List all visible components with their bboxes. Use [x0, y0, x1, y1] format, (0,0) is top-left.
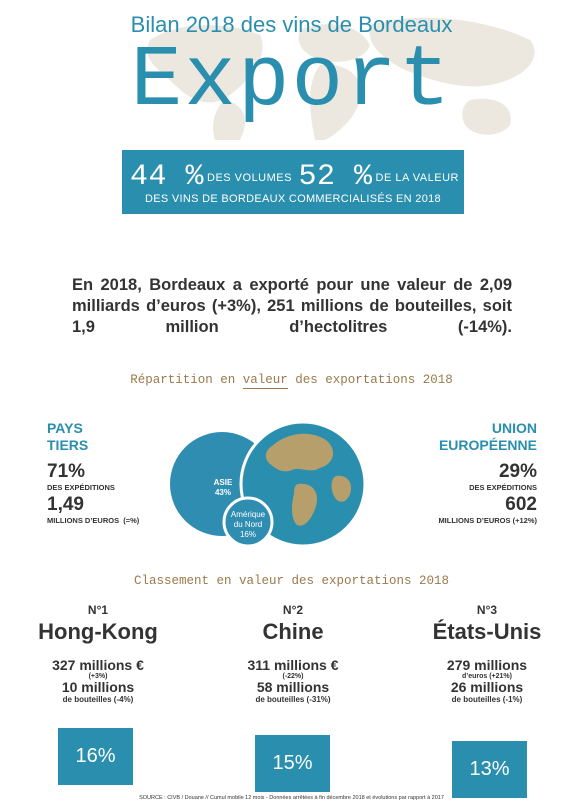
- pays-tiers-pct: 71%: [47, 461, 86, 482]
- rank-2-bottles-caption: de bouteilles (-31%): [255, 695, 331, 704]
- rank-3-value: 279 millions: [446, 657, 528, 673]
- repartition-title-before: Répartition en: [130, 373, 243, 387]
- asie-name: ASIE: [213, 478, 233, 487]
- rank-2-bottles: 58 millions: [256, 679, 330, 695]
- rank-1-country: Hong-Kong: [38, 619, 158, 644]
- rank-1-value: 327 millions €: [52, 657, 144, 673]
- repartition-title: [0, 373, 583, 387]
- page-title: Export: [130, 32, 453, 130]
- rank-2: [198, 603, 388, 704]
- rank-3-country: États-Unis: [432, 619, 542, 644]
- amerique-line1: Amérique: [230, 510, 266, 519]
- rank-2-country: Chine: [262, 619, 324, 644]
- pays-tiers-label: [47, 420, 88, 454]
- rank-3-share-box: 13%: [452, 741, 527, 798]
- rank-2-share-box: 15%: [255, 735, 330, 792]
- ue-line1: UNION: [491, 420, 537, 436]
- pays-tiers-line2: TIERS: [47, 437, 89, 453]
- volume-percent: 44 %: [129, 160, 204, 194]
- rank-1: [3, 603, 193, 704]
- pays-tiers-value-caption: [47, 516, 139, 525]
- rank-3: [392, 603, 582, 704]
- repartition-title-underlined: valeur: [242, 373, 288, 387]
- pays-tiers-pct-caption: DES EXPÉDITIONS: [47, 483, 115, 492]
- rank-3-number: N°3: [476, 603, 498, 617]
- summary-banner: [122, 150, 464, 214]
- pays-tiers-value: 1,49: [47, 494, 84, 515]
- ue-line2: EUROPÉENNE: [438, 437, 537, 453]
- banner-caption: DES VINS DE BORDEAUX COMMERCIALISÉS EN 2018: [145, 193, 441, 205]
- amerique-label: [222, 510, 274, 540]
- pays-tiers-line1: PAYS: [47, 420, 83, 436]
- rank-1-value-change: (+3%): [88, 673, 108, 680]
- ue-value-caption: MILLIONS D’EUROS (+12%): [438, 516, 537, 525]
- rank-1-bottles-caption: de bouteilles (-4%): [62, 695, 134, 704]
- volume-label: DES VOLUMES: [207, 172, 292, 184]
- rank-3-value-change: d’euros (+21%): [462, 673, 512, 680]
- rank-2-value: 311 millions €: [247, 657, 339, 673]
- rank-1-bottles: 10 millions: [61, 679, 135, 695]
- amerique-pct: 16%: [239, 530, 256, 539]
- value-label: DE LA VALEUR: [375, 172, 459, 184]
- rank-2-number: N°2: [282, 603, 304, 617]
- intro-paragraph: En 2018, Bordeaux a exporté pour une valeur de 2,09 milliards d’euros (+3%), 251 millions de bouteilles, soit 1,9 million d’hectolitres (-14%).: [72, 276, 512, 336]
- rank-1-number: N°1: [87, 603, 109, 617]
- ue-value: 602: [505, 494, 537, 515]
- rank-3-bottles-caption: de bouteilles (-1%): [451, 695, 523, 704]
- source-note: SOURCE : CIVB / Douane // Cumul mobile 12 mois - Données arrêtées à fin décembre 2018 et évolutions par rapport à 2017: [139, 795, 444, 801]
- globes-graphic: [160, 412, 370, 564]
- repartition-title-after: des exportations 2018: [287, 373, 453, 387]
- ue-pct-caption: DES EXPÉDITIONS: [469, 483, 537, 492]
- page-subtitle: Bilan 2018 des vins de Bordeaux: [130, 12, 453, 37]
- classement-title: Classement en valeur des exportations 2018: [133, 574, 450, 588]
- ue-pct: 29%: [498, 461, 537, 482]
- rank-3-bottles: 26 millions: [450, 679, 524, 695]
- asie-pct: 43%: [214, 488, 231, 497]
- rank-2-value-change: (-22%): [282, 673, 304, 680]
- value-percent: 52 %: [298, 160, 373, 194]
- amerique-line2: du Nord: [233, 520, 263, 529]
- ue-label: [400, 420, 537, 454]
- pays-tiers-value-change: (=%): [123, 516, 140, 525]
- asie-label: [203, 478, 243, 498]
- rank-1-share-box: 16%: [58, 728, 133, 785]
- pays-tiers-value-unit: MILLIONS D’EUROS: [47, 516, 120, 525]
